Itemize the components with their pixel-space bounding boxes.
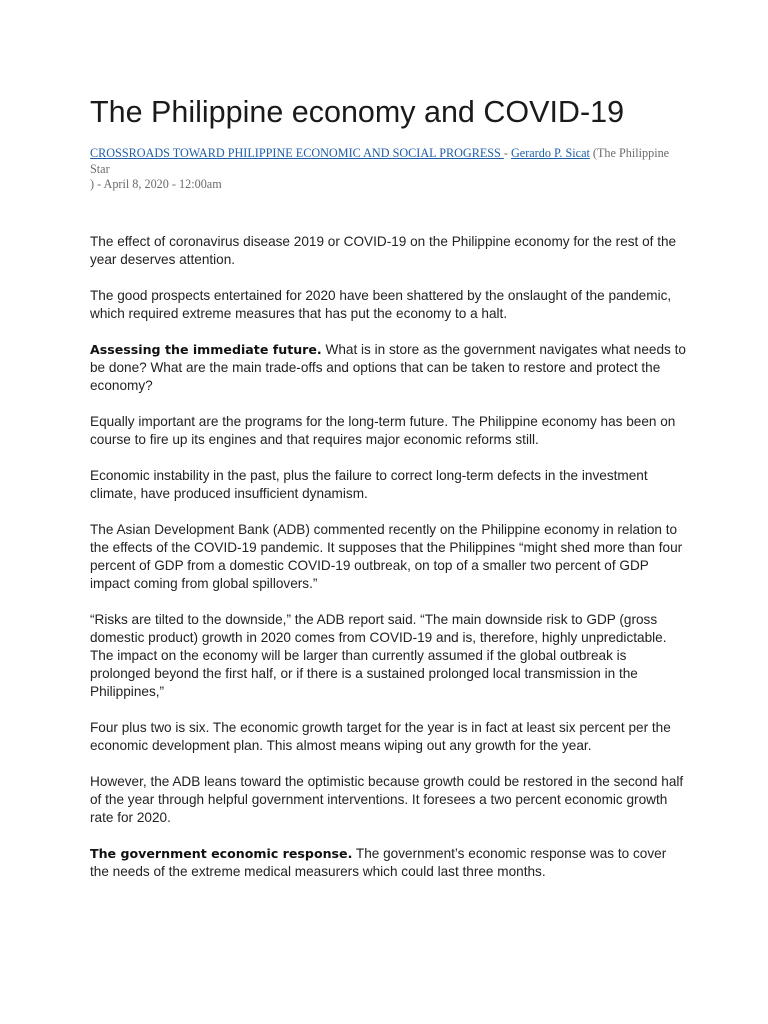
article-paragraph [90,611,686,701]
paragraph-text: However, the ADB leans toward the optimistic because growth could be restored in the second half of the year through helpful government interventions. It foresees a two percent economic growth rate for 2020. [90,773,684,825]
paragraph-text: “Risks are tilted to the downside,” the ADB report said. “The main downside risk to GDP (gross domestic product) growth in 2020 comes from COVID-19 and is, therefore, highly unpredictable. The impact on the economy will be larger than currently assumed if the global outbreak is prolonged beyond the first half, or if there is a sustained prolonged local transmission in the Philippines,” [90,611,667,699]
byline-separator: - [503,146,511,160]
article-page [90,90,690,899]
article-paragraph [90,341,686,395]
article-paragraph [90,467,686,503]
article-paragraph [90,773,686,827]
article-paragraph [90,233,686,269]
paragraph-text: The effect of coronavirus disease 2019 or COVID-19 on the Philippine economy for the rest of the year deserves attention. [90,233,677,267]
article-paragraph [90,287,686,323]
article-paragraph [90,845,686,881]
article-paragraph [90,521,686,593]
byline-source: (The Philippine Star [90,146,670,176]
article-title: The Philippine economy and COVID-19 [90,95,625,129]
column-link[interactable]: CROSSROADS TOWARD PHILIPPINE ECONOMIC AND SOCIAL PROGRESS [90,146,504,160]
article-paragraph [90,413,686,449]
article-body [90,233,690,881]
paragraph-lead: Assessing the immediate future. [90,341,322,357]
byline-date: ) - April 8, 2020 - 12:00am [90,177,222,192]
article-paragraph [90,719,686,755]
author-link[interactable]: Gerardo P. Sicat [511,146,590,160]
paragraph-text: What is in store as the government navigates what needs to be done? What are the main trade-offs and options that can be taken to restore and protect the economy? [90,341,686,393]
paragraph-text: The good prospects entertained for 2020 have been shattered by the onslaught of the pandemic, which required extreme measures that has put the economy to a halt. [90,287,672,321]
paragraph-text: Four plus two is six. The economic growth target for the year is in fact at least six percent per the economic development plan. This almost means wiping out any growth for the year. [90,719,671,753]
paragraph-text: The government’s economic response was to cover the needs of the extreme medical measurers which could last three months. [90,845,667,879]
article-byline [90,146,680,193]
paragraph-text: Equally important are the programs for the long-term future. The Philippine economy has been on course to fire up its engines and that requires major economic reforms still. [90,413,676,447]
paragraph-lead: The government economic response. [90,845,353,861]
paragraph-text: The Asian Development Bank (ADB) commented recently on the Philippine economy in relation to the effects of the COVID-19 pandemic. It supposes that the Philippines “might shed more than four percent of GDP from a domestic COVID-19 outbreak, on top of a smaller two percent of GDP impact coming from global spillovers.” [90,521,683,591]
paragraph-text: Economic instability in the past, plus the failure to correct long-term defects in the investment climate, have produced insufficient dynamism. [90,467,648,501]
